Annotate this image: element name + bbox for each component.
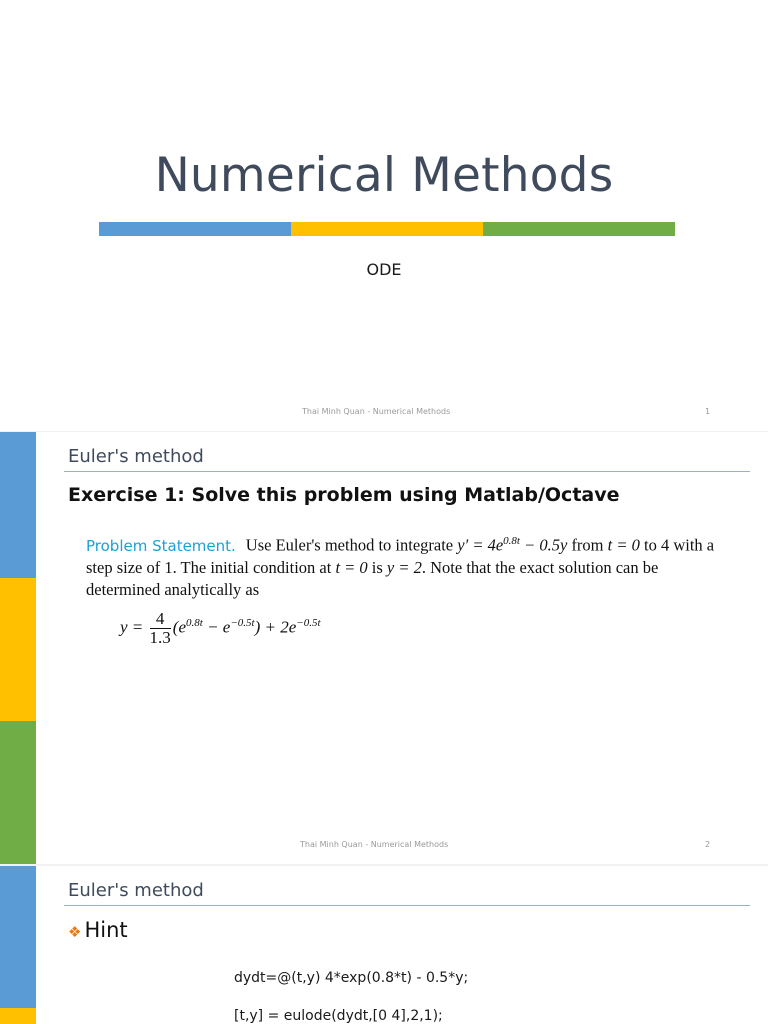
problem-equation: t = 0 (335, 557, 368, 577)
code-line: [t,y] = eulode(dydt,[0 4],2,1); (234, 1008, 443, 1024)
sidebar-segment-yellow (0, 1008, 36, 1024)
sidebar-segment-yellow (0, 578, 36, 721)
sidebar-segment-blue (0, 866, 36, 1008)
sidebar-segment-green (0, 721, 36, 864)
problem-text: . Note that the exact solution can be determined analytically as (86, 557, 659, 599)
formula-term: − e (202, 617, 231, 637)
formula-exponent: 0.8t (186, 616, 203, 629)
hint-slide (0, 866, 768, 1024)
problem-equation: t = 0 (607, 535, 640, 555)
problem-label: Problem Statement. (86, 536, 236, 555)
problem-equation-exponent: 0.8t (503, 535, 520, 547)
exact-solution-formula (120, 610, 321, 647)
hint-label: Hint (84, 918, 128, 942)
slide-footer: Thai Minh Quan - Numerical Methods (300, 840, 449, 849)
problem-text: to 4 with a step size of 1. The initial condition at (86, 535, 715, 577)
problem-equation-tail: − 0.5y (519, 535, 568, 555)
formula-denominator: 1.3 (149, 628, 171, 647)
presentation-subtitle: ODE (366, 260, 402, 279)
formula-fraction (150, 610, 171, 647)
formula-numerator: 4 (150, 610, 171, 629)
heading-underline (64, 905, 750, 906)
title-slide (0, 0, 768, 432)
heading-underline (64, 471, 750, 472)
exercise-title: Exercise 1: Solve this problem using Matlab/Octave (68, 484, 620, 506)
slide-footer: Thai Minh Quan - Numerical Methods (302, 407, 451, 416)
hint-bullet (68, 918, 128, 942)
slide-heading: Euler's method (68, 880, 204, 901)
formula-exponent: −0.5t (296, 616, 321, 629)
problem-equation: y = 2 (386, 557, 422, 577)
slide-page-number: 1 (705, 407, 711, 416)
diamond-bullet-icon: ❖ (68, 923, 82, 941)
title-bar-yellow (291, 222, 483, 236)
formula-term: (e (172, 617, 186, 637)
problem-statement (86, 530, 736, 601)
problem-text: from (571, 535, 604, 555)
problem-equation: y′ = 4e (457, 535, 504, 555)
sidebar-segment-blue (0, 432, 36, 578)
code-line: dydt=@(t,y) 4*exp(0.8*t) - 0.5*y; (234, 970, 469, 986)
exercise-slide (0, 432, 768, 864)
formula-term: ) + 2e (254, 617, 297, 637)
presentation-title: Numerical Methods (154, 148, 614, 203)
title-bar-blue (99, 222, 291, 236)
formula-lhs: y = (120, 617, 144, 637)
problem-text: Use Euler's method to integrate (245, 535, 454, 555)
title-bar-green (483, 222, 675, 236)
slide-heading: Euler's method (68, 446, 204, 467)
formula-exponent: −0.5t (230, 616, 255, 629)
problem-text: is (371, 557, 383, 577)
slide-page-number: 2 (705, 840, 711, 849)
